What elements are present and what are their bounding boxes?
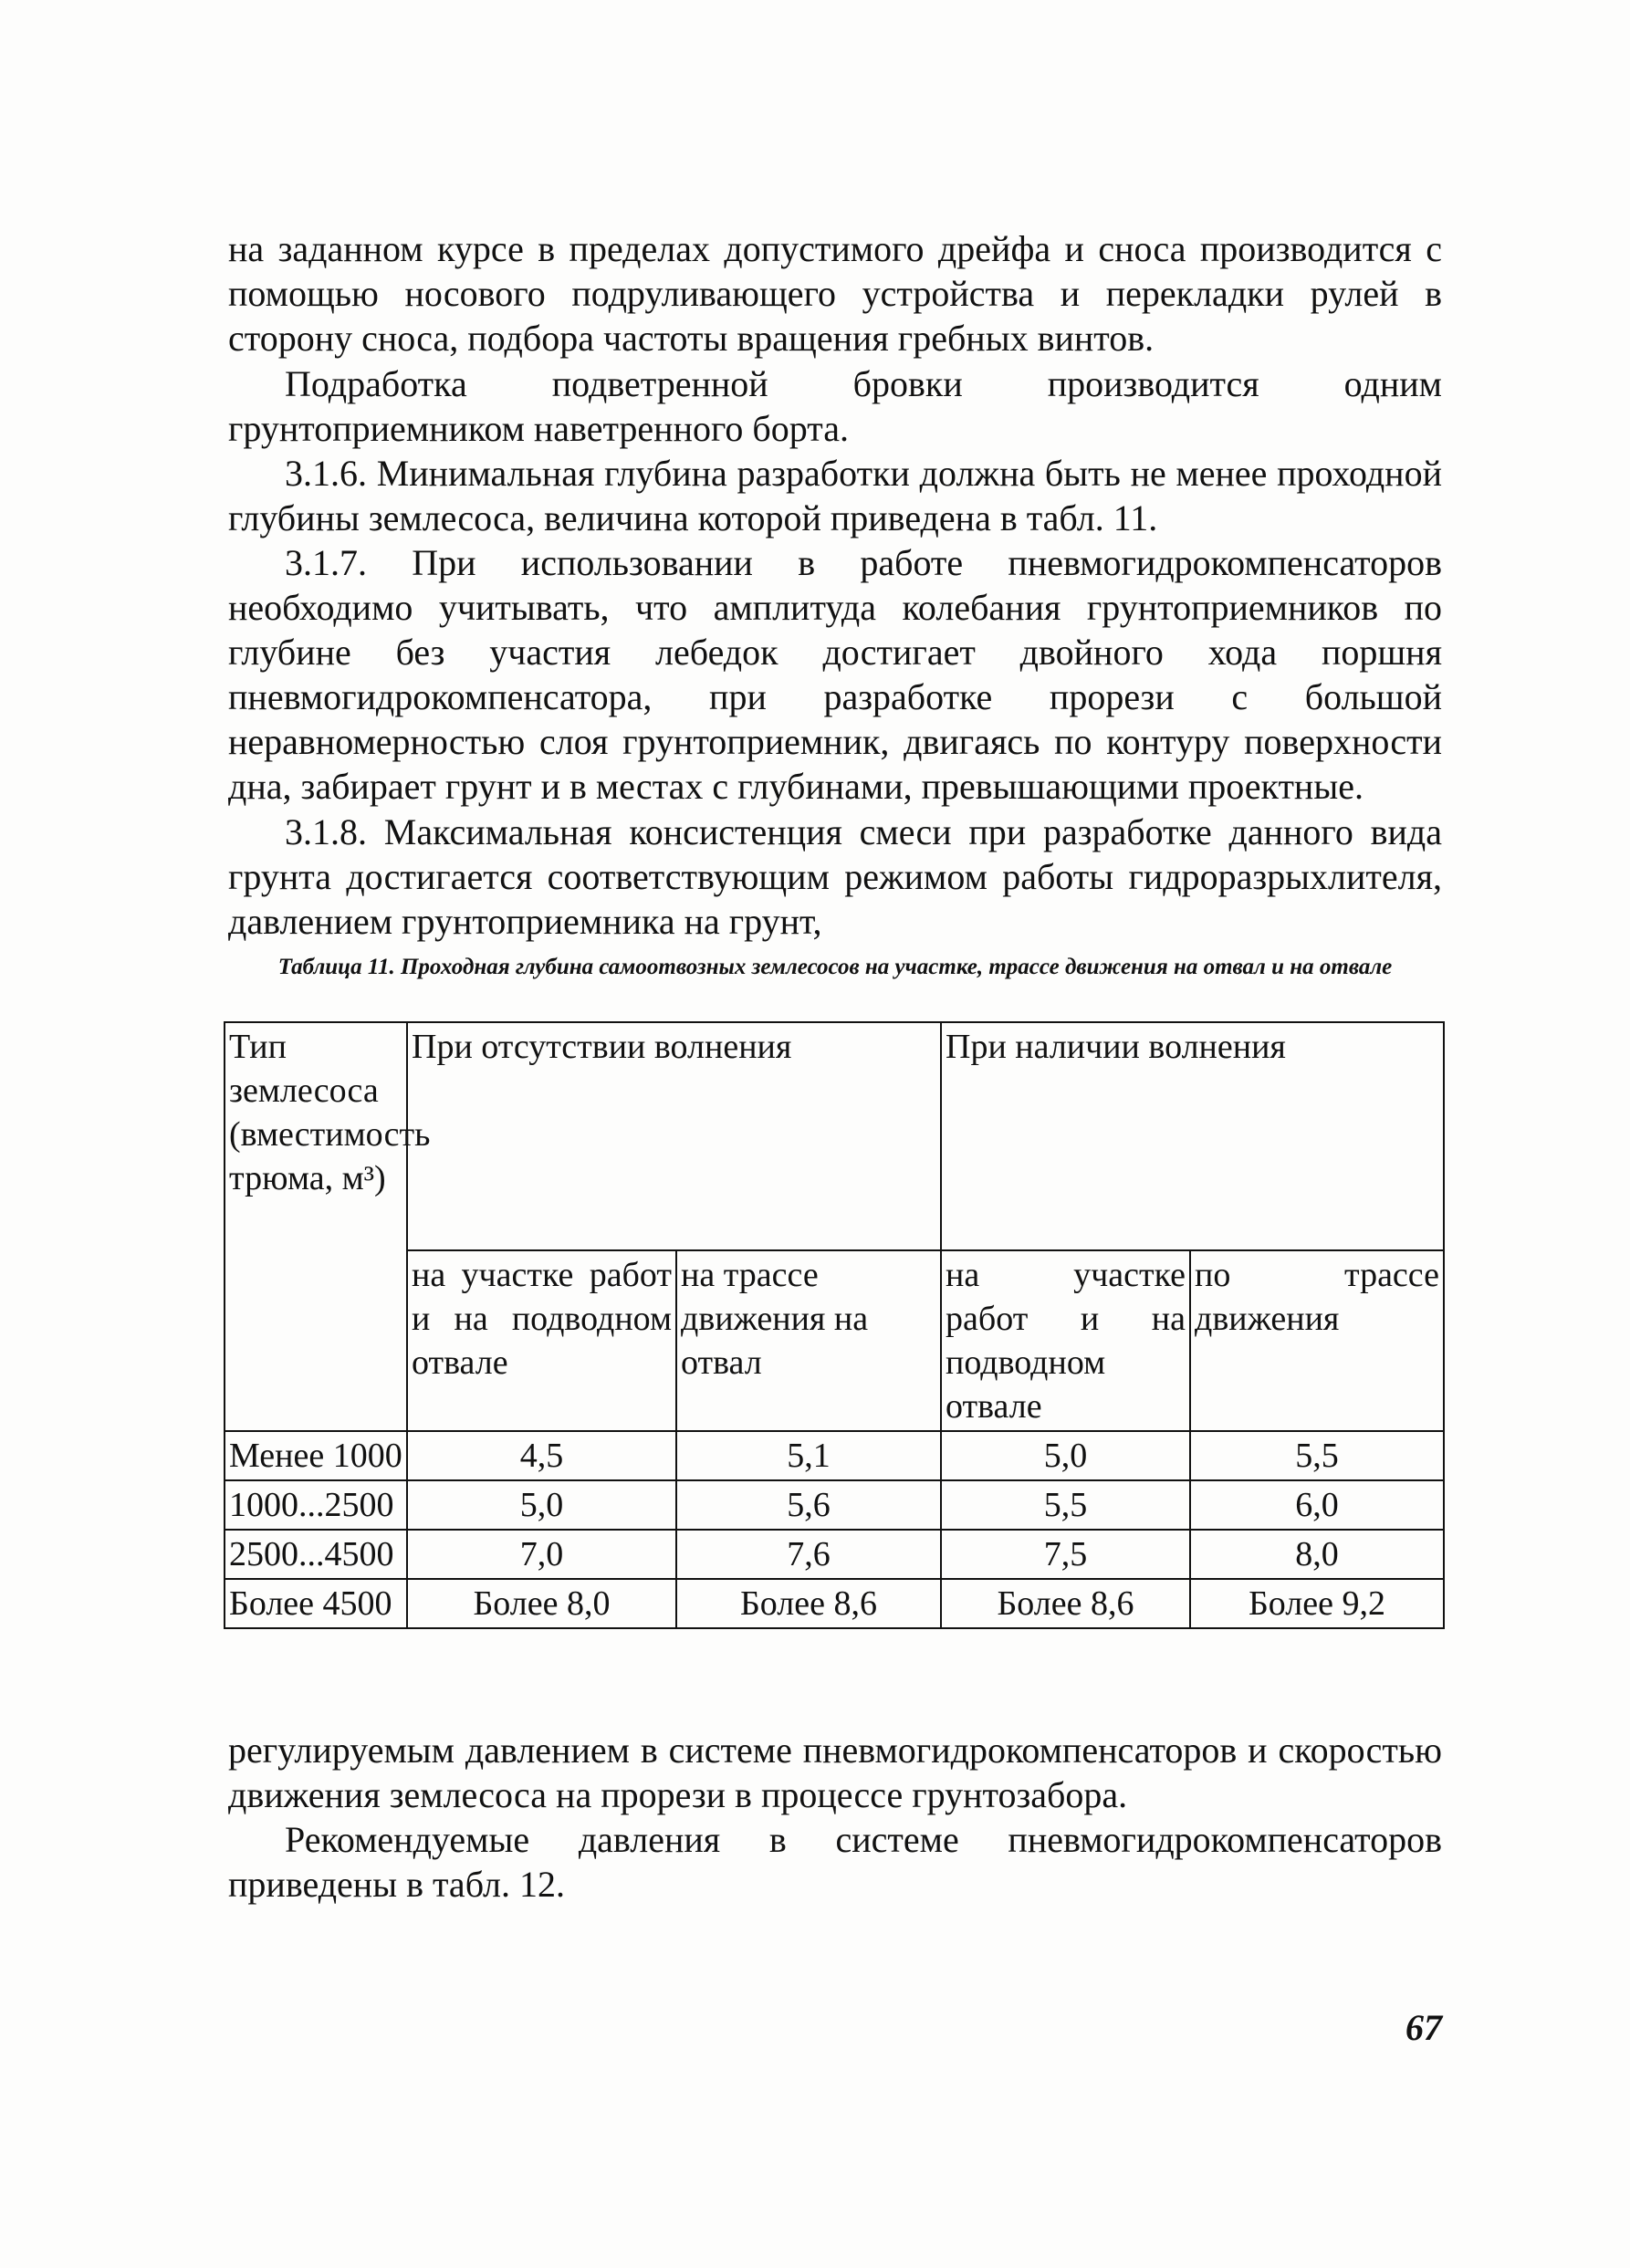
subheader-waves-route: по трассе движения	[1190, 1250, 1444, 1431]
depth-table	[224, 1021, 1445, 1629]
cell-calm-site: Более 8,0	[407, 1579, 676, 1628]
table-subheader-row	[225, 1250, 1444, 1431]
cell-waves-route: Более 9,2	[1190, 1579, 1444, 1628]
subheader-calm-site: на участке работ и на подводном отвале	[407, 1250, 676, 1431]
table-caption: Таблица 11. Проходная глубина самоотвозных землесосов на участке, трассе движения на отвал и на отвале	[277, 955, 1393, 979]
cell-waves-route: 6,0	[1190, 1480, 1444, 1530]
subheader-calm-route: на трассе движения на отвал	[676, 1250, 941, 1431]
cell-waves-route: 5,5	[1190, 1431, 1444, 1480]
cell-calm-route: Более 8,6	[676, 1579, 941, 1628]
cell-waves-route: 8,0	[1190, 1530, 1444, 1579]
page-number: 67	[1405, 2007, 1442, 2048]
paragraph-3-1-6: 3.1.6. Минимальная глубина разработки должна быть не менее проходной глубины землесоса, величина которой приведена в табл. 11.	[228, 453, 1442, 538]
table-row	[225, 1431, 1444, 1480]
table-header-row	[225, 1022, 1444, 1250]
row-type: Более 4500	[225, 1579, 407, 1628]
cell-waves-site: 5,0	[941, 1431, 1190, 1480]
header-with-waves: При наличии волнения	[941, 1022, 1444, 1250]
paragraph-3-1-8: 3.1.8. Максимальная консистенция смеси при разработке данного вида грунта достигается соответствующим режимом работы гидроразрыхлителя, давлением грунтоприемника на грунт,	[228, 811, 1442, 942]
row-type: Менее 1000	[225, 1431, 407, 1480]
row-type: 1000...2500	[225, 1480, 407, 1530]
table-row	[225, 1530, 1444, 1579]
cell-calm-site: 5,0	[407, 1480, 676, 1530]
cell-waves-site: Более 8,6	[941, 1579, 1190, 1628]
cell-calm-route: 5,6	[676, 1480, 941, 1530]
table-row	[225, 1579, 1444, 1628]
paragraph-recommended-pressures: Рекомендуемые давления в системе пневмогидрокомпенсаторов приведены в табл. 12.	[228, 1819, 1442, 1905]
cell-waves-site: 7,5	[941, 1530, 1190, 1579]
cell-calm-route: 7,6	[676, 1530, 941, 1579]
paragraph-continuation: регулируемым давлением в системе пневмогидрокомпенсаторов и скоростью движения землесоса на прорези в процессе грунтозабора.	[228, 1730, 1442, 1815]
subheader-waves-site: на участке работ и на подводном отвале	[941, 1250, 1190, 1431]
cell-calm-site: 4,5	[407, 1431, 676, 1480]
header-dredger-type: Тип землесоса (вместимость трюма, м³)	[225, 1022, 407, 1431]
paragraph-leeward-edge: Подработка подветренной бровки производится одним грунтоприемником наветренного борта.	[228, 363, 1442, 449]
row-type: 2500...4500	[225, 1530, 407, 1579]
cell-waves-site: 5,5	[941, 1480, 1190, 1530]
cell-calm-route: 5,1	[676, 1431, 941, 1480]
paragraph-3-1-7: 3.1.7. При использовании в работе пневмогидрокомпенсаторов необходимо учитывать, что амплитуда колебания грунтоприемников по глубине без участия лебедок достигает двойного хода поршня пневмогидрокомпенсатора, при разработке прорези с большой неравномерностью слоя грунтоприемник, двигаясь по контуру поверхности дна, забирает грунт и в местах с глубинами, превышающими проектные.	[228, 542, 1442, 807]
cell-calm-site: 7,0	[407, 1530, 676, 1579]
header-no-waves: При отсутствии волнения	[407, 1022, 941, 1250]
paragraph-navigation: на заданном курсе в пределах допустимого дрейфа и сноса производится с помощью носового подруливающего устройства и перекладки рулей в сторону сноса, подбора частоты вращения гребных винтов.	[228, 228, 1442, 359]
table-row	[225, 1480, 1444, 1530]
